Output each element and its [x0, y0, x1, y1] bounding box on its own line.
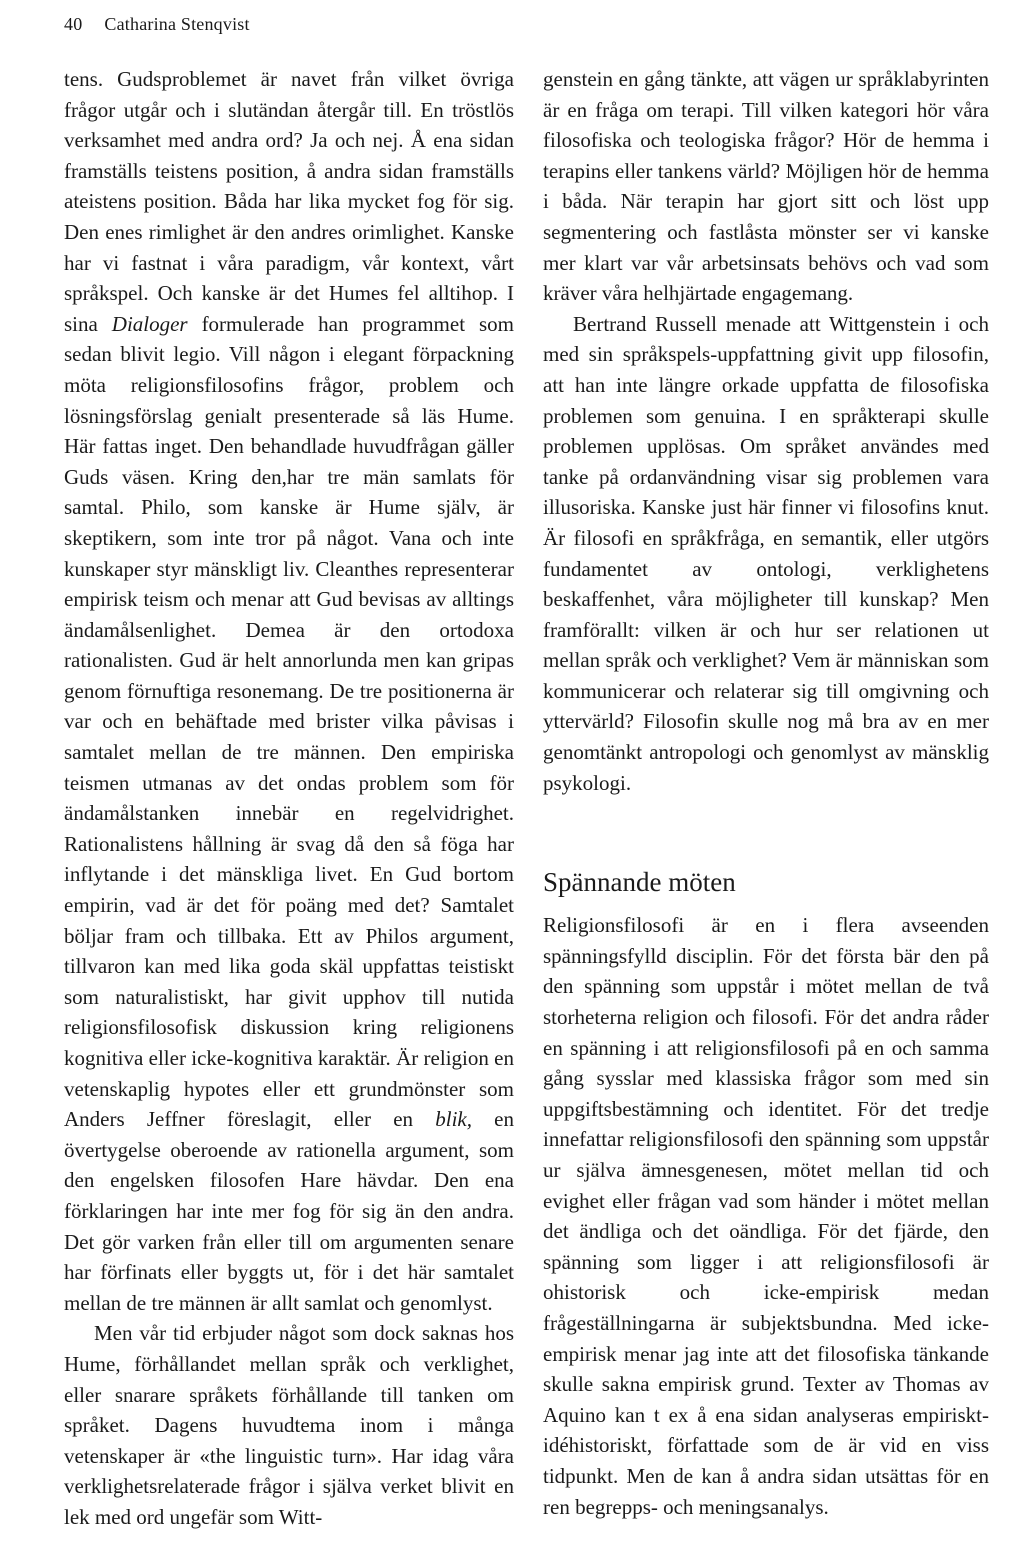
italic-title: Dialoger — [111, 311, 188, 336]
paragraph-text: tens. Gudsproblemet är navet från vilket övriga frågor utgår och i slutändan återgår till. En tröstlös verksamhet med andra ord? Ja och nej. Å ena sidan framställs teistens position, å andra sidan framställs ateistens position. Båda har lika mycket fog för sig. Den enes rimlighet är den andres orimlighet. Kanske har vi fastnat i våra paradigm, vår kontext, vårt språkspel. Och kanske är det Humes fel alltihop. I sina — [64, 67, 514, 336]
section-heading: Spännande möten — [543, 867, 736, 898]
paragraph-text: formulerade han programmet som sedan blivit legio. Vill någon i elegant förpackning möta religionsfilosofins frågor, problem och lösningsförslag genialt presenterade så läs Hume. Här fattas inget. Den behandlade huvudfrågan gäller Guds väsen. Kring den,har tre män samlats för samtal. Philo, som kanske är Hume själv, är skeptikern, som inte tror på något. Vana och inte kunskaper styr mänskligt liv. Cleanthes representerar empirisk teism och menar att Gud bevisas av alltings ändamålsenlighet. Demea är den ortodoxa rationalisten. Gud är helt annorlunda men kan gripas genom förnuftiga resonemang. De tre positionerna är var och en behäftade med brister vilka påvisas i samtalet mellan de tre männen. Den empiriska teismen utmanas av det ondas problem som för ändamålstanken innebär en regelvidrighet. Rationalistens hållning är svag då den så föga har inflytande i det mänskliga livet. En Gud bortom empirin, vad är det för poäng med det? Samtalet böljar fram och tillbaka. Ett av Philos argument, tillvaron kan med lika goda skäl uppfattas teistiskt som naturalistiskt, har givit upphov till nutida religionsfilosofisk diskussion kring religionens kognitiva eller icke-kognitiva karaktär. Är religion en vetenskaplig hypotes eller ett grundmönster som Anders Jeffner föreslagit, eller en — [64, 311, 514, 1132]
paragraph: Bertrand Russell menade att Wittgenstein i och med sin språkspels-uppfattning givit upp filosofin, att han inte längre orkade uppfatta de filosofiska problemen som genuina. I en språkterapi skulle problemen upplösas. Om språket användes med tanke på ordanvändning visar sig problemen vara illusoriska. Kanske just här finner vi filosofins knut. Är filosofi en språkfråga, en semantik, eller utgörs fundamentet av ontologi, verklighetens beskaffenhet, våra möjligheter till kunskap? Men framförallt: vilken är och hur ser relationen ut mellan språk och verklighet? Vem är människan som kommunicerar och relaterar sig till omgivning och yttervärld? Filosofin skulle nog må bra av en mer genomtänkt antropologi och genomlyst av mänsklig psykologi. — [543, 311, 989, 795]
paragraph: Men vår tid erbjuder något som dock saknas hos Hume, förhållandet mellan språk och verklighet, eller snarare språkets förhållande till tanken om språket. Dagens huvudtema inom i många vetenskaper är «the linguistic turn». Har idag våra verklighetsrelaterade frågor i själva verket blivit en lek med ord ungefär som Witt- — [64, 1321, 514, 1529]
page-number: 40 — [64, 14, 83, 34]
left-column — [64, 64, 514, 1533]
paragraph — [64, 64, 514, 1318]
italic-term: blik, — [435, 1107, 472, 1132]
paragraph: Religionsfilosofi är en i flera avseenden spänningsfylld disciplin. För det första bär den på den spänning som uppstår i mötet mellan de två storheterna religion och filosofi. För det andra råder en spänning i att religionsfilosofi på en och samma gång sysslar med klassiska frågor som med sin uppgiftsbestämning och identitet. För det tredje innefattar religionsfilosofi den spänning som uppstår ur själva ämnesgenesen, mötet mellan tid och evighet eller frågan vad som händer i mötet mellan det ändliga och det oändliga. För det fjärde, den spänning som ligger i att religionsfilosofi är ohistorisk och icke-empirisk medan frågeställningarna är subjektsbundna. Med icke-empirisk menar jag inte att det filosofiska tänkande skulle sakna empirisk grund. Texter av Thomas av Aquino kan t ex å ena sidan analyseras empiriskt-idéhistoriskt, författade som de är vid en viss tidpunkt. Men de kan å andra sidan utsättas för en ren begrepps- och meningsanalys. — [543, 913, 989, 1519]
running-head-author: Catharina Stenqvist — [104, 14, 250, 34]
running-head — [64, 14, 250, 35]
right-column — [543, 64, 989, 1522]
paragraph: genstein en gång tänkte, att vägen ur språklabyrinten är en fråga om terapi. Till vilken kategori hör våra filosofiska och teologiska frågor? Hör de hemma i terapins eller tankens värld? Möjligen hör de hemma i båda. När terapin har gjort sitt och löst upp segmentering och fastlåsta mönster ser vi kanske mer klart var vår arbetsinsats behövs och vad som kräver våra helhjärtade engagemang. — [543, 67, 989, 306]
paragraph-text: en övertygelse oberoende av rationella argument, som den engelsken filosofen Hare hävdar. Den ena förklaringen har inte mer fog för sig än den andra. Det gör varken från eller till om argumenten senare har förfinats eller byggts ut, för i det här samtalet mellan de tre männen är allt samlat och genomlyst. — [64, 1107, 515, 1315]
